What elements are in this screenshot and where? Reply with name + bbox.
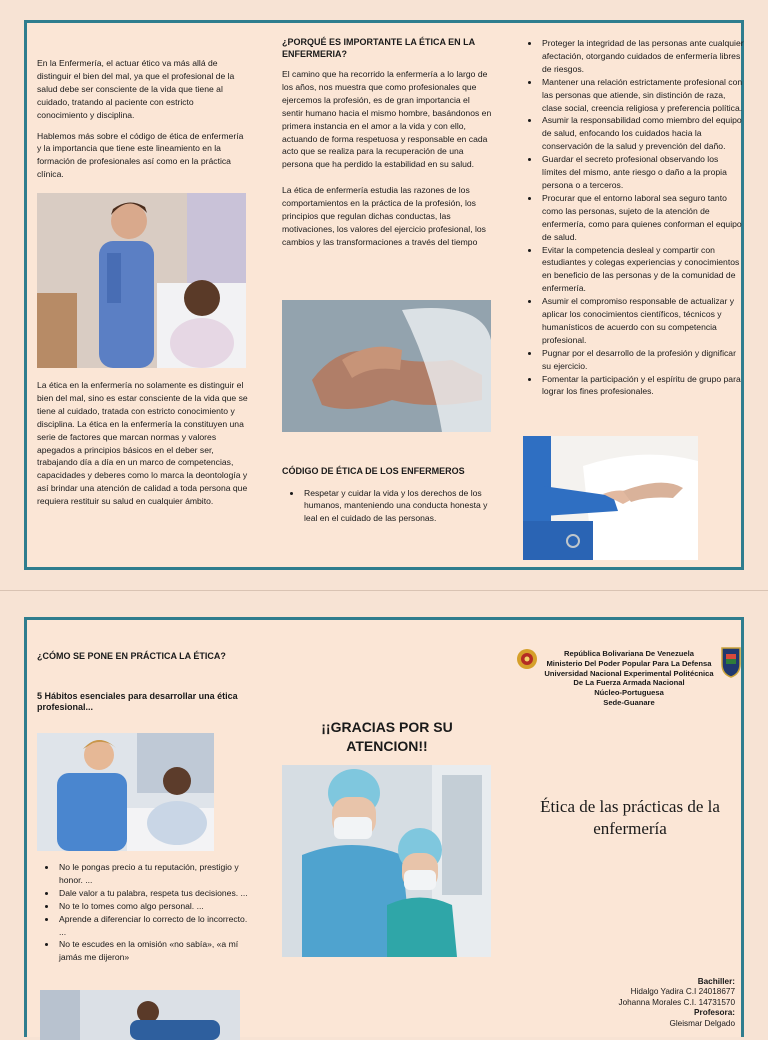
code-item: • Evitar la competencia desleal y compartir con estudiantes y colegas experiencias y conocimientos en beneficio de las personas y de la comunidad de enfermería. [540,244,745,296]
page-divider [0,590,768,591]
institution-line: República Bolivariana De Venezuela [564,649,694,658]
code-list-continued [520,37,745,398]
importance-paragraph-2: La ética de enfermería estudia las razones de los comportamientos en la práctica de la profesión, los principios que regulan dichas conductas, las motivaciones, los valores del ejercicio profesional, los cambios y las transformaciones a través del tiempo [282,185,486,247]
holding-hands-photo [282,300,491,432]
institution-line: Núcleo-Portuguesa [594,688,664,698]
panel-code [282,466,492,525]
institution-line: Sede-Guanare [603,697,655,707]
habit-item: • No le pongas precio a tu reputación, prestigio y honor. ... [57,861,249,887]
code-item: • Asumir el compromiso responsable de actualizar y aplicar los conocimientos científicos, técnicos y humanísticos de acuerdo con su competencia profesional. [540,295,745,347]
student-name: Hidalgo Yadira C.I 24018677 [630,987,735,997]
panel-habits [37,861,249,964]
institution-line: Ministerio Del Poder Popular Para La Defensa [546,658,712,668]
habit-item: • Aprende a diferenciar lo correcto de lo incorrecto. ... [57,913,249,939]
habits-subheading: 5 Hábitos esenciales para desarrollar una ética profesional... [37,690,238,712]
panel-ethics-definition [37,379,249,516]
nurse-high-five-photo [37,193,246,368]
authors-block [527,977,735,1029]
emblem-icon [516,646,538,672]
brochure-inside [24,617,744,1037]
panel-intro [37,57,245,189]
code-item: • Proteger la integridad de las personas ante cualquier afectación, otorgando cuidados de enfermería libres de riesgos. [540,37,745,76]
student-name: Johanna Morales C.I. 14731570 [618,997,735,1007]
code-item: • Procurar que el entorno laboral sea seguro tanto como las personas, sujeto de la atención de enfermería, como para quienes conforman el equipo de salud. [540,192,745,244]
intro-paragraph: En la Enfermería, el actuar ético va más allá de distinguir el bien del mal, ya que el profesional de la salud debe ser consciente de la vida que tiene al cuidado, tratando al paciente con estricto conocimiento y disciplina. [37,58,235,120]
importance-paragraph-1: El camino que ha recorrido la enfermería a lo largo de los años, nos muestra que como profesionales que ejercemos la profesión, es de gran importancia el sentir humano hacia el mismo hombre, basándonos en primera instancia en el amor a la vida y con ello, actuando de forma respetuosa y responsable en cada acto que se realiza para la recuperación de una persona que ha perdido la estabilidad en su salud. [282,69,492,170]
code-list [282,487,492,526]
code-item: • Respetar y cuidar la vida y los derechos de los humanos, manteniendo una conducta honesta y leal en el cuidado de las personas. [302,487,492,526]
nurse-caring-patient-photo [523,436,698,560]
code-item: • Fomentar la participación y el espíritu de grupo para lograr los fines profesionales. [540,373,745,399]
code-item: • Pugnar por el desarrollo de la profesión y dignificar su ejercicio. [540,347,745,373]
nurse-with-patient-photo [37,733,214,851]
brochure-outside [24,20,744,570]
habit-item: • No te escudes en la omisión «no sabía», «a mí jamás me dijeron» [57,938,249,964]
code-item: • Mantener una relación estrictamente profesional con las personas que atiende, sin distinción de raza, clase social, creencia religiosa y preferencia política. [540,76,745,115]
ethics-definition-paragraph: La ética en la enfermería no solamente es distinguir el bien del mal, sino es estar consciente de la vida que se tiene al cuidado, tratada con estricto conocimiento y disciplina. La ética en la enfermería la constituyen una serie de factores que marcan normas y valores apegados a principios básicos en el deber ser, trabajando día a día en un marco de competencias, capacidades y deberes como lo marca la deontología y así brindar una atención de calidad a toda persona que requiera restituir su salud en cualquier ámbito. [37,380,248,507]
habit-item: • No te lo tomes como algo personal. ... [57,900,249,913]
profesora-label: Profesora: [694,1008,735,1018]
panel-practice [37,651,249,722]
code-heading: CÓDIGO DE ÉTICA DE LOS ENFERMEROS [282,466,465,476]
importance-heading: ¿PORQUÉ ES IMPORTANTE LA ÉTICA EN LA ENFERMERIA? [282,37,475,59]
thanks-message: ¡¡GRACIAS POR SU ATENCION!! [321,719,453,754]
panel-code-continued [520,37,745,398]
habit-item: • Dale valor a tu palabra, respeta tus decisiones. ... [57,887,249,900]
habits-list [37,861,249,964]
panel-importance [282,37,492,257]
nurse-at-bed-photo [40,990,240,1040]
code-item: • Guardar el secreto profesional observando los límites del mismo, ante riesgo o daño a la propia persona o a terceros. [540,153,745,192]
university-shield-icon [720,646,742,678]
brochure-title: Ética de las prácticas de la enfermería [540,797,720,838]
practice-heading: ¿CÓMO SE PONE EN PRÁCTICA LA ÉTICA? [37,651,226,661]
bachiller-label: Bachiller: [697,977,735,986]
code-paragraph: Hablemos más sobre el código de ética de enfermería y la importancia que tiene este lineamiento en la formación de profesionales así como en la práctica clínica. [37,130,244,180]
institution-line: Universidad Nacional Experimental Politécnica [544,668,714,678]
code-item: • Asumir la responsabilidad como miembro del equipo de salud, enfocando los cuidados hacia la conservación de la salud y prevención del daño. [540,114,745,153]
institution-block [539,649,719,708]
teacher-name: Gleismar Delgado [669,1018,735,1028]
institution-line: De La Fuerza Armada Nacional [573,678,685,688]
nurses-with-masks-photo [282,765,491,957]
